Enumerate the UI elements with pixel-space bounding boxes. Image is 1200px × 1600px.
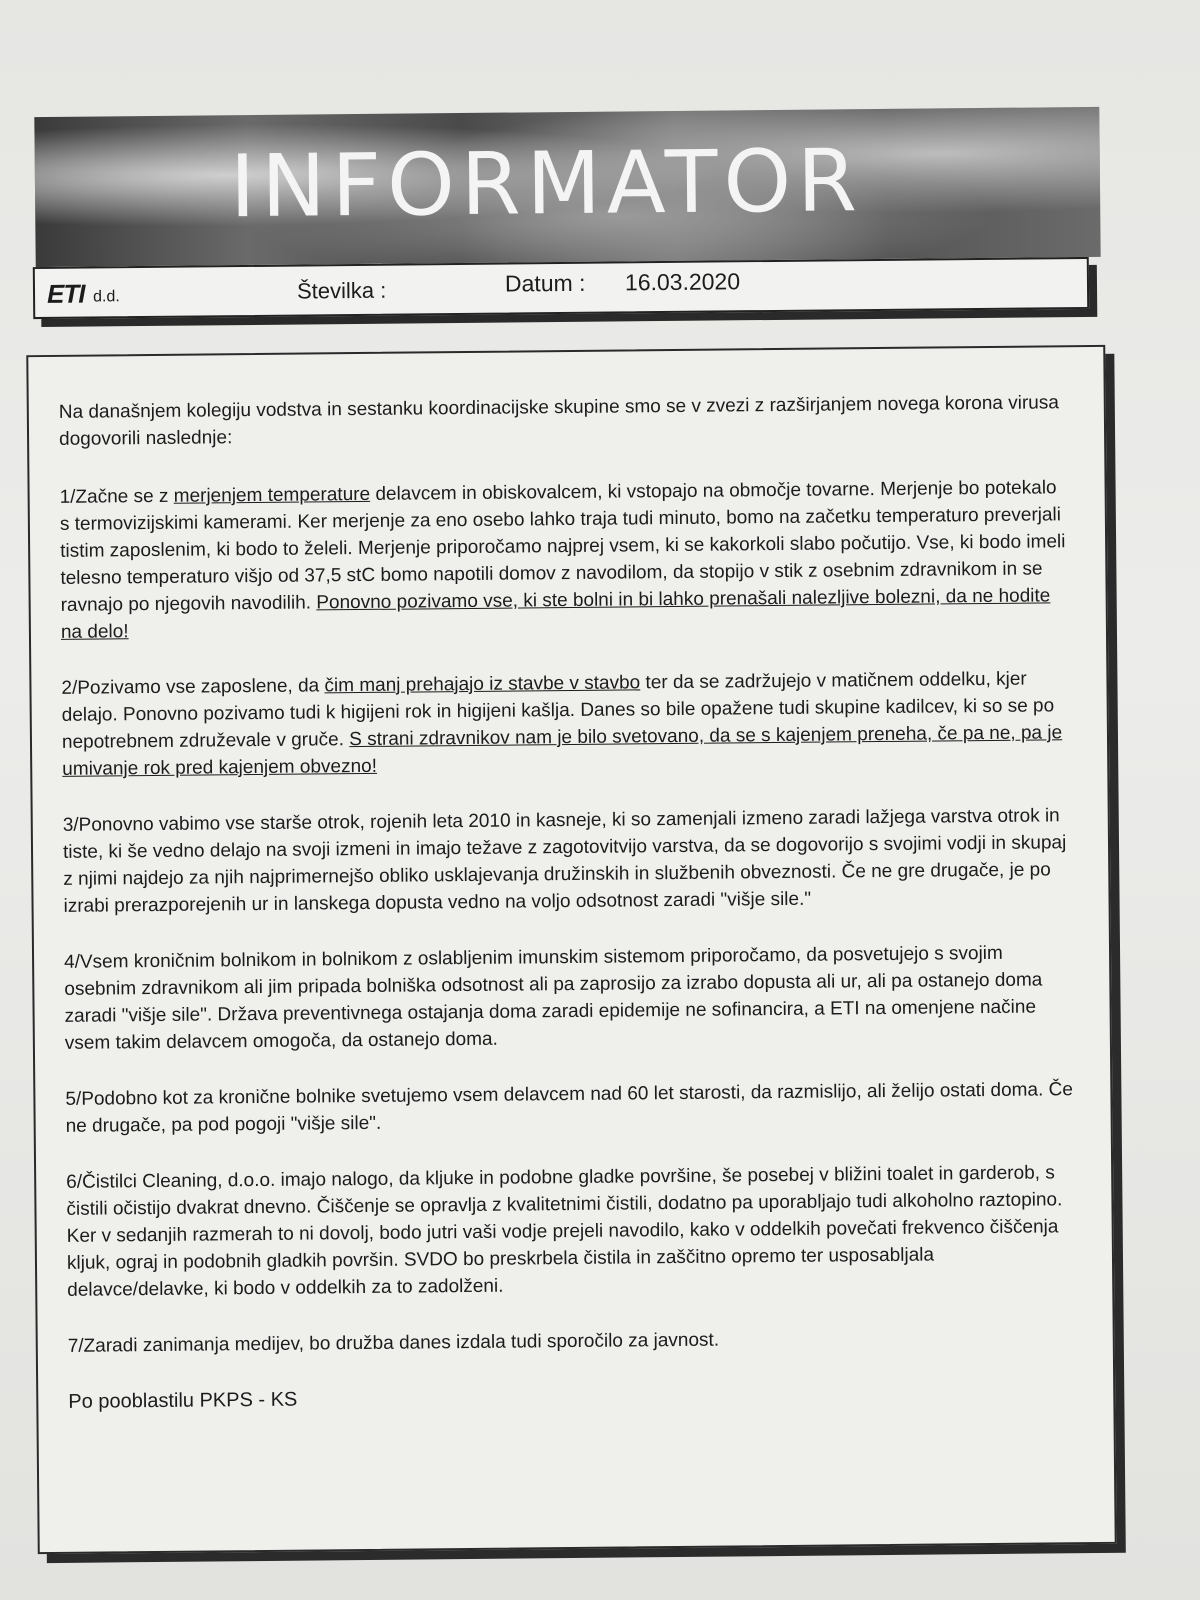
point-4: 4/Vsem kroničnim bolnikom in bolnikom z oslabljenim imunskim sistemom priporočamo, da posvetujejo s svojim osebnim zdravnikom ali jim pripada bolniška odsotnost ali pa zaprosijo za izrabo dopusta ali ur, ali pa ostanejo doma zaradi "višje sile". Država preventivnega ostajanja doma zaradi epidemije ne sofinancira, a ETI na omenjene načine vsem takim delavcem omogoča, da ostanejo doma.: [63, 942, 1043, 1054]
document-header-bar: [33, 257, 1089, 319]
date-label: Datum :: [504, 269, 586, 297]
point-2-text-b: ter da se zadržujejo v matičnem oddelku, kjer delajo. Ponovno pozivamo tudi k higijeni rok in higijeni kašlja. Danes so bile opažene tudi skupine kadilcev, ki so se po nepotrebnem združevale v gruče.: [61, 668, 1055, 753]
point-1: [60, 474, 1072, 646]
point-2: [61, 665, 1072, 783]
banner-title: INFORMATOR: [229, 131, 864, 238]
point-1-text-b: delavcem in obiskovalcem, ki vstopajo na območje tovarne. Merjenje bo potekalo s termovizijskimi kamerami. Ker merjenje za eno osebo lahko traja tudi minuto, bomo na začetku temperaturo preverjali tistim zaposlenim, ki bodo to želeli. Merjenje priporočamo najprej vsem, ki se kakorkoli slabo počutijo. Vse, ki bodo imeli telesno temperaturo višjo od 37,5 stC bomo napotili domov z navodilom, da stopijo v stik z osebnim zdravnikom in se ravnajo po njegovih navodilih.: [59, 477, 1066, 616]
point-6: 6/Čistilci Cleaning, d.o.o. imajo nalogo, da kljuke in podobne gladke površine, še posebej v bližini toalet in garderob, s čistili očistijo dvakrat dnevno. Čiščenje se opravlja z kvalitetnimi čistili, dodatno pa uporabljajo tudi alkoholno raztopino. Ker v sedanjih razmerah to ni dovolj, bodo jutri vaši vodje prejeli navodilo, kako v oddelkih povečati frekvenco čiščenja kljuk, ograj in podobnih gladkih površin. SVDO bo preskrbela čistila in zaščitno opremo ter usposabljala delavce/delavke, ki bodo v oddelkih za to zadolženi.: [66, 1162, 1063, 1301]
point-1-underlined-a: merjenjem temperature: [173, 483, 371, 507]
point-2-underlined-b: S strani zdravnikov nam je bilo svetovano, da se s kajenjem preneha, če pa ne, pa je umivanje rok pred kajenjem obvezno!: [62, 722, 1063, 780]
point-1-underlined-b: Ponovno pozivamo vse, ki ste bolni in bi lahko prenašali nalezljive bolezni, da ne hodite na delo!: [60, 585, 1051, 643]
date-value: 16.03.2020: [624, 268, 741, 296]
point-1-text-a: 1/Začne se z: [59, 485, 174, 508]
number-label: Številka :: [296, 277, 387, 304]
notice-body-box: [26, 345, 1116, 1554]
company-suffix: d.d.: [92, 288, 120, 306]
point-2-text-a: 2/Pozivamo vse zaposlene, da: [61, 675, 325, 699]
company-logo: ETI: [46, 278, 85, 309]
signature: Po pooblastilu PKPS - KS: [68, 1388, 298, 1413]
informator-banner: [34, 107, 1100, 267]
point-2-underlined-a: čim manj prehajajo iz stavbe v stavbo: [324, 672, 641, 697]
point-3: 3/Ponovno vabimo vse starše otrok, rojenih leta 2010 in kasneje, ki so zamenjali izmeno zaradi lažjega varstva otrok in tiste, ki še vedno delajo na svoji izmeni in imajo težave z zagotovitvijo varstva, da se dogovorijo s svojimi vodji in skupaj z njimi najdejo za njih najprimernejšo obliko usklajevanja družinskih in službenih obveznosti. Če ne gre drugače, je po izrabi prerazporejenih ur in lanskega dopusta vedno na voljo odsotnost zaradi "višje sile.": [62, 805, 1067, 917]
point-5: 5/Podobno kot za kronične bolnike svetujemo vsem delavcem nad 60 let starosti, da razmislijo, ali želijo ostati doma. Če ne drugače, pa pod pogoji "višje sile".: [65, 1079, 1073, 1137]
point-7: 7/Zaradi zanimanja medijev, bo družba danes izdala tudi sporočilo za javnost.: [67, 1329, 720, 1357]
notice-content: [59, 389, 1079, 1445]
intro-paragraph: Na današnjem kolegiju vodstva in sestanku koordinacijske skupine smo se v zvezi z razširjanjem novega korona virusa dogovorili naslednje:: [58, 392, 1059, 450]
